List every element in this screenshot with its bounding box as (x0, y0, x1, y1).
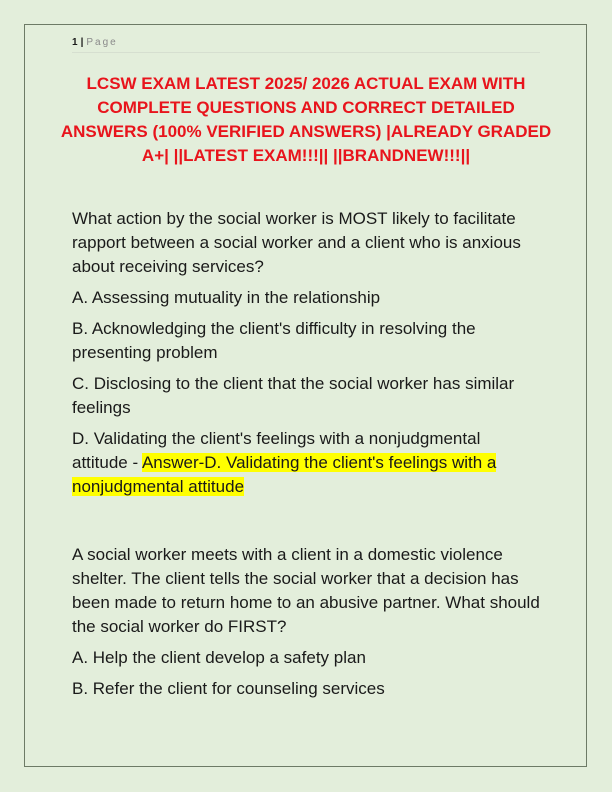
option-b: B. Refer the client for counseling services (72, 679, 385, 698)
page-header (72, 37, 540, 53)
option-a: A. Help the client develop a safety plan (72, 648, 366, 667)
option-d-text: D. Validating the client's feelings with a nonjudgmental attitude - (72, 429, 481, 472)
option-a: A. Assessing mutuality in the relationship (72, 288, 381, 307)
document-title: LCSW EXAM LATEST 2025/ 2026 ACTUAL EXAM WITH COMPLETE QUESTIONS AND CORRECT DETAILED ANSWERS (100% VERIFIED ANSWERS) |ALREADY GRADED A+| ||LATEST EXAM!!!|| ||BRANDNEW!!!|| (60, 74, 552, 165)
option-b: B. Acknowledging the client's difficulty in resolving the presenting problem (72, 319, 476, 362)
question-stem: What action by the social worker is MOST likely to facilitate rapport between a social worker and a client who is anxious about receiving services? (72, 209, 521, 276)
page-separator: | (80, 37, 84, 48)
question-stem: A social worker meets with a client in a domestic violence shelter. The client tells the social worker that a decision has been made to return home to an abusive partner. What should the social worker do FIRST? (72, 545, 540, 636)
answer-highlight: Answer-D. Validating the client's feelings with a nonjudgmental attitude (72, 453, 497, 496)
page-word: Page (86, 37, 118, 48)
page-number: 1 (72, 37, 78, 48)
option-c: C. Disclosing to the client that the social worker has similar feelings (72, 374, 515, 417)
question-block-1 (72, 207, 540, 506)
option-d (72, 427, 540, 499)
question-block-2 (72, 543, 540, 708)
